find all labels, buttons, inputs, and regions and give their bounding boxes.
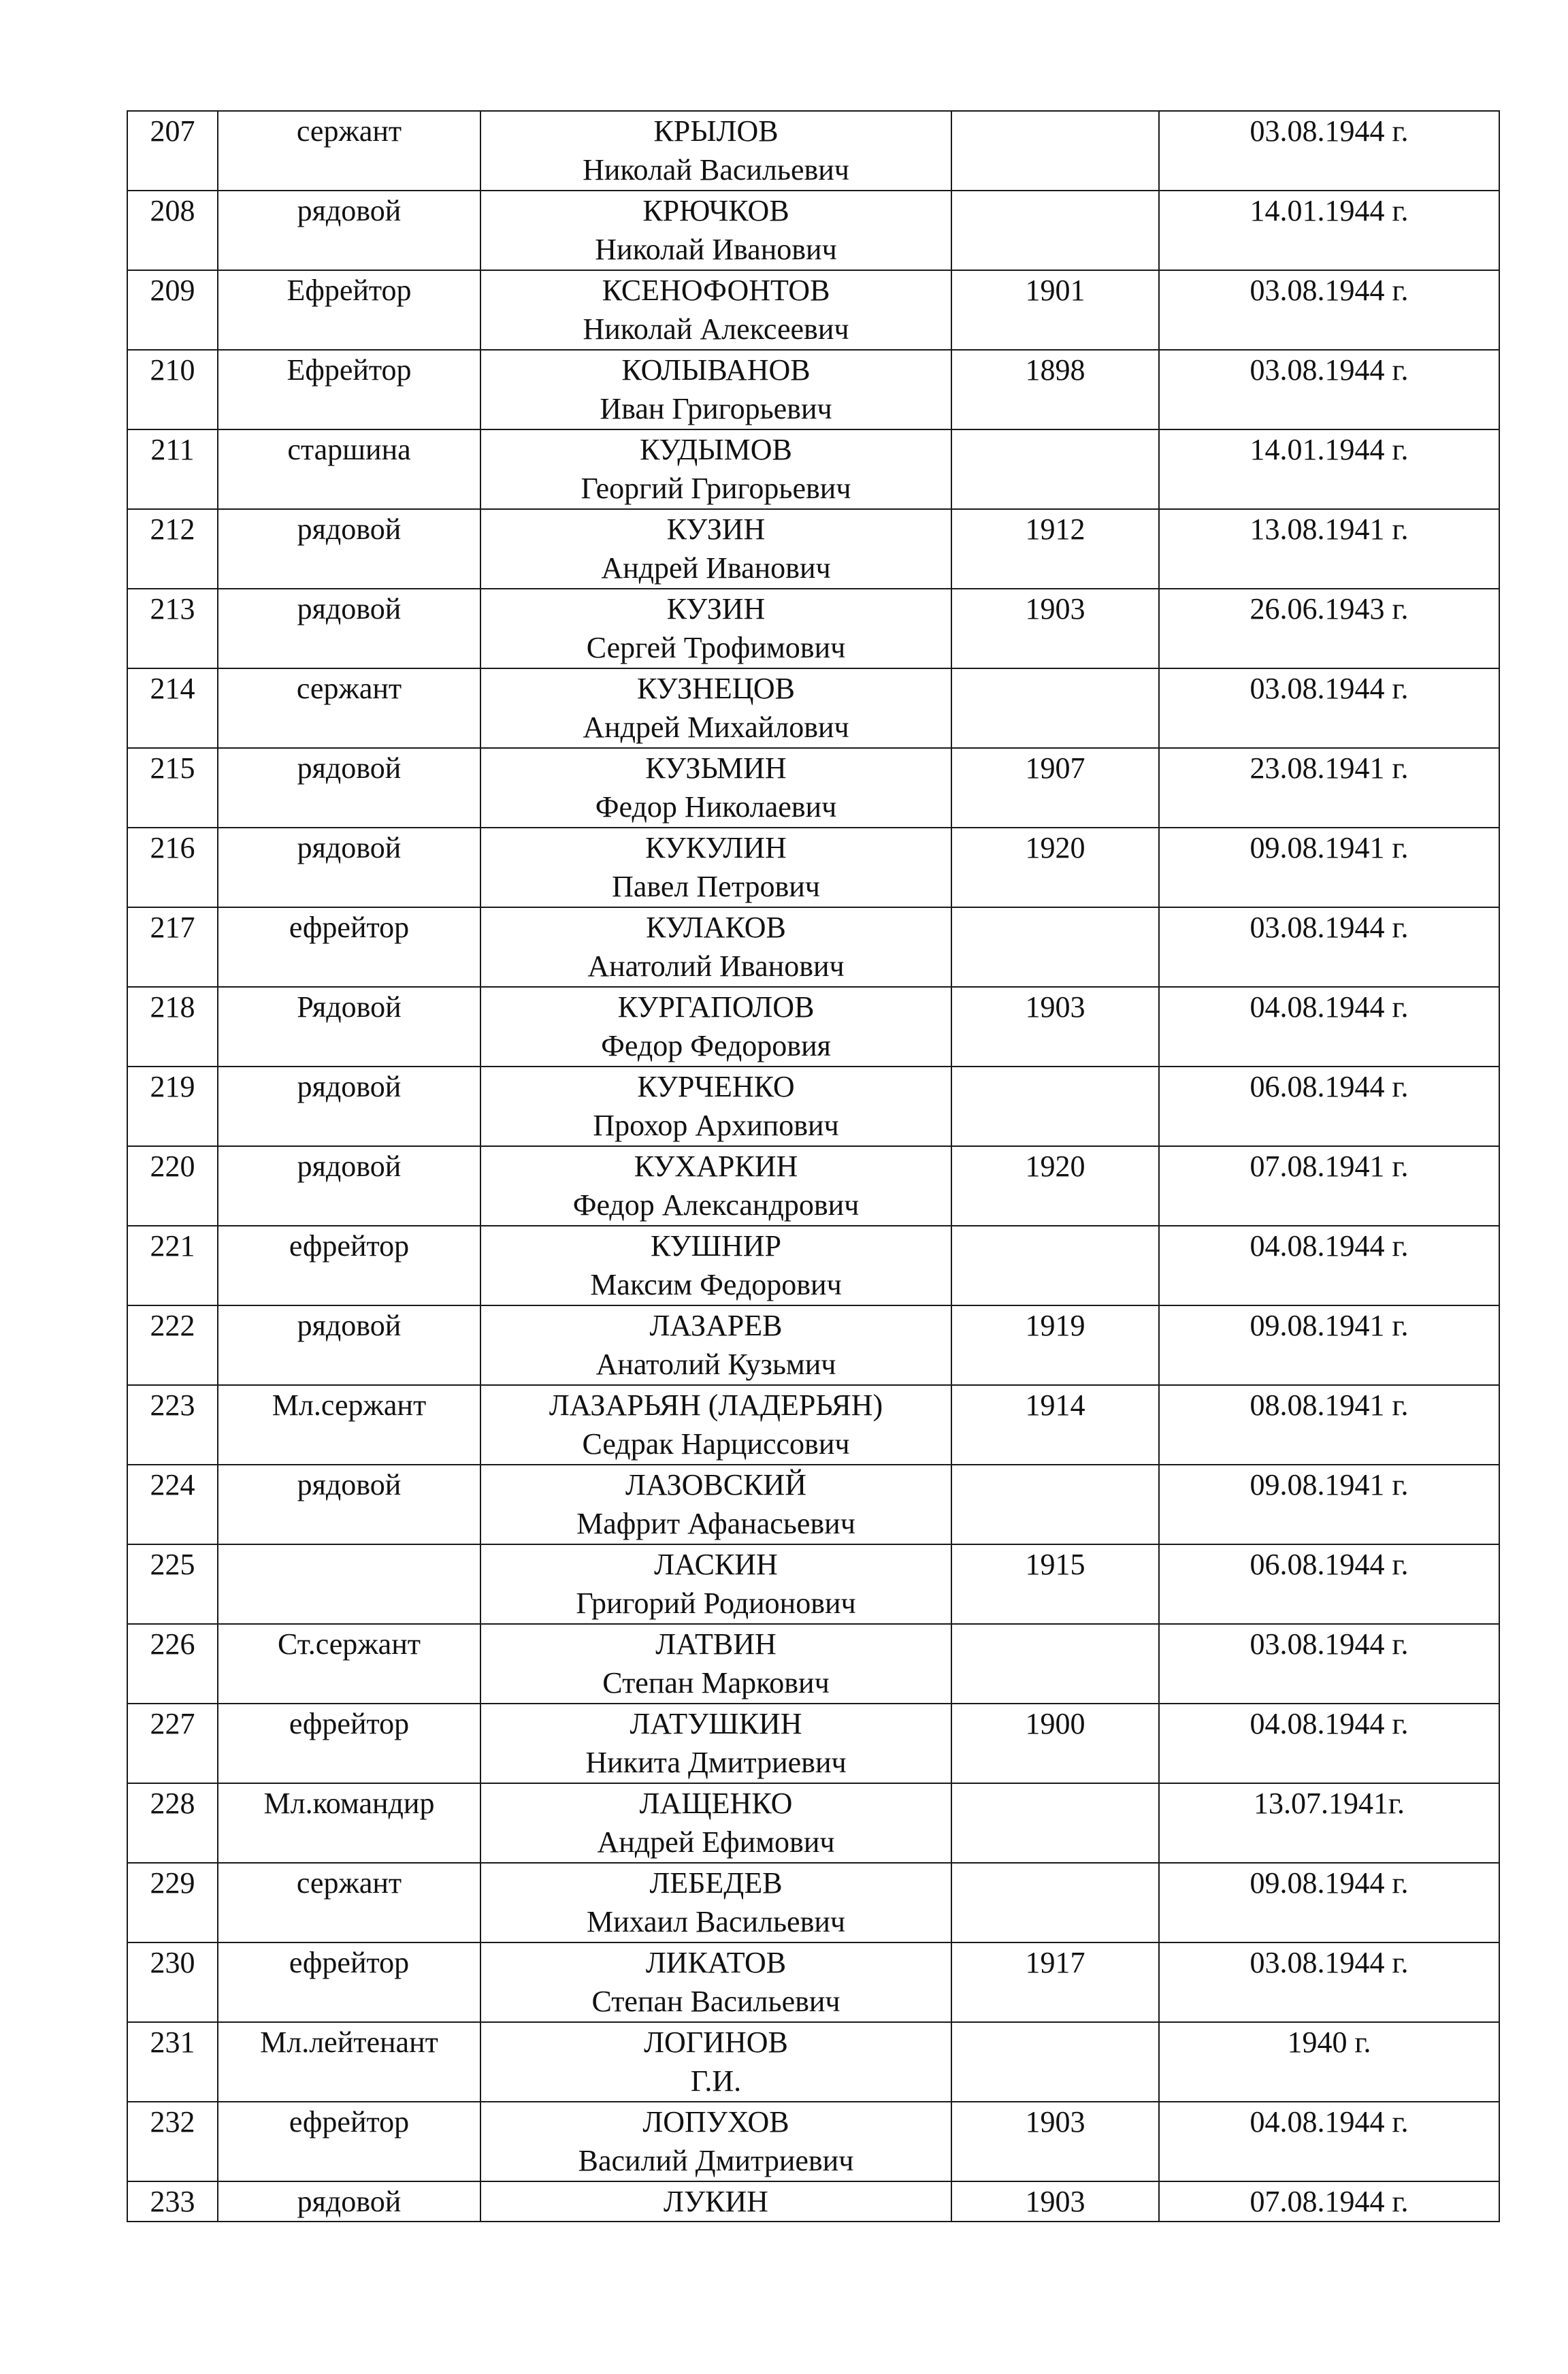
rank-cell: рядовой <box>218 1067 480 1146</box>
birth-year-cell: 1920 <box>951 1146 1159 1226</box>
name-cell <box>480 1146 951 1226</box>
given-names: Михаил Васильевич <box>586 1905 846 1938</box>
table-row <box>127 270 1499 350</box>
rank-cell: рядовой <box>218 1305 480 1385</box>
table-row <box>127 429 1499 509</box>
surname: КУЛАКОВ <box>646 911 786 944</box>
birth-year-cell <box>951 1226 1159 1305</box>
rank-cell: сержант <box>218 1863 480 1942</box>
row-number-cell: 233 <box>127 2181 218 2222</box>
surname: КРЫЛОВ <box>653 114 779 148</box>
rank-cell: ефрейтор <box>218 1704 480 1783</box>
row-number-cell: 211 <box>127 429 218 509</box>
name-cell <box>480 350 951 429</box>
table-row <box>127 987 1499 1067</box>
row-number-cell: 227 <box>127 1704 218 1783</box>
row-number-cell: 232 <box>127 2102 218 2181</box>
table-row <box>127 111 1499 191</box>
name-cell <box>480 1385 951 1465</box>
name-cell <box>480 1624 951 1704</box>
table-row <box>127 828 1499 907</box>
given-names: Павел Петрович <box>612 870 820 903</box>
table-row <box>127 1624 1499 1704</box>
date-cell: 09.08.1941 г. <box>1159 1305 1499 1385</box>
surname: ЛАТВИН <box>655 1627 777 1661</box>
name-cell <box>480 1067 951 1146</box>
table-row <box>127 2181 1499 2222</box>
date-cell: 07.08.1941 г. <box>1159 1146 1499 1226</box>
surname: КУРГАПОЛОВ <box>617 990 815 1024</box>
table-row <box>127 191 1499 270</box>
roster-table-body <box>127 111 1499 2222</box>
surname: КУШНИР <box>650 1229 782 1263</box>
birth-year-cell <box>951 907 1159 987</box>
given-names: Никита Дмитриевич <box>585 1746 847 1779</box>
birth-year-cell <box>951 1067 1159 1146</box>
table-row <box>127 1544 1499 1624</box>
rank-cell: сержант <box>218 668 480 748</box>
given-names: Андрей Ефимович <box>597 1825 835 1859</box>
name-cell <box>480 2181 951 2222</box>
date-cell: 09.08.1941 г. <box>1159 828 1499 907</box>
row-number-cell: 213 <box>127 589 218 668</box>
rank-cell: рядовой <box>218 2181 480 2222</box>
surname: КУЗЬМИН <box>645 751 787 785</box>
table-row <box>127 509 1499 589</box>
given-names: Андрей Михайлович <box>583 711 849 744</box>
given-names: Иван Григорьевич <box>600 392 832 425</box>
table-row <box>127 1783 1499 1863</box>
given-names: Г.И. <box>690 2064 742 2098</box>
date-cell: 13.08.1941 г. <box>1159 509 1499 589</box>
surname: ЛЕБЕДЕВ <box>649 1866 783 1900</box>
rank-cell: Ефрейтор <box>218 270 480 350</box>
given-names: Василий Дмитриевич <box>578 2144 854 2177</box>
given-names: Максим Федорович <box>590 1268 842 1301</box>
row-number-cell: 217 <box>127 907 218 987</box>
given-names: Георгий Григорьевич <box>581 472 851 505</box>
surname: ЛАЗАРЬЯН (ЛАДЕРЬЯН) <box>549 1388 883 1422</box>
name-cell <box>480 668 951 748</box>
name-cell <box>480 1863 951 1942</box>
given-names: Андрей Иванович <box>601 551 831 585</box>
name-cell <box>480 828 951 907</box>
birth-year-cell <box>951 1783 1159 1863</box>
name-cell <box>480 987 951 1067</box>
name-cell <box>480 1544 951 1624</box>
name-cell <box>480 1704 951 1783</box>
surname: ЛАЩЕНКО <box>639 1787 793 1820</box>
surname: КУЗИН <box>666 513 766 546</box>
date-cell: 23.08.1941 г. <box>1159 748 1499 828</box>
rank-cell: рядовой <box>218 1465 480 1544</box>
table-row <box>127 1863 1499 1942</box>
birth-year-cell: 1903 <box>951 2181 1159 2222</box>
birth-year-cell <box>951 191 1159 270</box>
row-number-cell: 212 <box>127 509 218 589</box>
birth-year-cell: 1920 <box>951 828 1159 907</box>
rank-cell: рядовой <box>218 509 480 589</box>
rank-cell: рядовой <box>218 828 480 907</box>
date-cell: 14.01.1944 г. <box>1159 429 1499 509</box>
date-cell: 14.01.1944 г. <box>1159 191 1499 270</box>
name-cell <box>480 1465 951 1544</box>
rank-cell: рядовой <box>218 748 480 828</box>
birth-year-cell <box>951 2022 1159 2102</box>
table-row <box>127 668 1499 748</box>
surname: КУЗИН <box>666 592 766 625</box>
surname: КОЛЫВАНОВ <box>621 353 811 387</box>
row-number-cell: 229 <box>127 1863 218 1942</box>
surname: КСЕНОФОНТОВ <box>602 274 830 307</box>
birth-year-cell <box>951 668 1159 748</box>
table-row <box>127 1226 1499 1305</box>
birth-year-cell: 1903 <box>951 589 1159 668</box>
surname: КУРЧЕНКО <box>637 1070 795 1103</box>
row-number-cell: 214 <box>127 668 218 748</box>
date-cell: 03.08.1944 г. <box>1159 111 1499 191</box>
date-cell: 04.08.1944 г. <box>1159 2102 1499 2181</box>
birth-year-cell <box>951 1624 1159 1704</box>
rank-cell: Мл.сержант <box>218 1385 480 1465</box>
row-number-cell: 228 <box>127 1783 218 1863</box>
date-cell: 07.08.1944 г. <box>1159 2181 1499 2222</box>
rank-cell: ефрейтор <box>218 1942 480 2022</box>
date-cell: 09.08.1944 г. <box>1159 1863 1499 1942</box>
row-number-cell: 226 <box>127 1624 218 1704</box>
birth-year-cell: 1912 <box>951 509 1159 589</box>
given-names: Григорий Родионович <box>576 1587 856 1620</box>
name-cell <box>480 191 951 270</box>
date-cell: 08.08.1941 г. <box>1159 1385 1499 1465</box>
name-cell <box>480 1226 951 1305</box>
birth-year-cell: 1919 <box>951 1305 1159 1385</box>
rank-cell: Ст.сержант <box>218 1624 480 1704</box>
rank-cell: Ефрейтор <box>218 350 480 429</box>
date-cell: 04.08.1944 г. <box>1159 1704 1499 1783</box>
row-number-cell: 221 <box>127 1226 218 1305</box>
given-names: Федор Николаевич <box>595 790 837 824</box>
name-cell <box>480 270 951 350</box>
birth-year-cell: 1907 <box>951 748 1159 828</box>
name-cell <box>480 1305 951 1385</box>
given-names: Прохор Архипович <box>593 1109 839 1142</box>
date-cell: 03.08.1944 г. <box>1159 1624 1499 1704</box>
given-names: Сергей Трофимович <box>586 631 846 664</box>
birth-year-cell <box>951 1863 1159 1942</box>
rank-cell: рядовой <box>218 589 480 668</box>
date-cell: 06.08.1944 г. <box>1159 1544 1499 1624</box>
table-row <box>127 1067 1499 1146</box>
name-cell <box>480 1942 951 2022</box>
row-number-cell: 222 <box>127 1305 218 1385</box>
date-cell: 26.06.1943 г. <box>1159 589 1499 668</box>
name-cell <box>480 2022 951 2102</box>
name-cell <box>480 748 951 828</box>
surname: ЛИКАТОВ <box>645 1946 787 1979</box>
surname: КУХАРКИН <box>634 1150 798 1183</box>
row-number-cell: 224 <box>127 1465 218 1544</box>
row-number-cell: 215 <box>127 748 218 828</box>
surname: КУЗНЕЦОВ <box>636 672 796 705</box>
birth-year-cell: 1903 <box>951 987 1159 1067</box>
table-row <box>127 350 1499 429</box>
date-cell: 03.08.1944 г. <box>1159 907 1499 987</box>
given-names: Николай Васильевич <box>583 153 849 186</box>
date-cell: 1940 г. <box>1159 2022 1499 2102</box>
surname: ЛАТУШКИН <box>630 1707 802 1740</box>
table-row <box>127 1385 1499 1465</box>
row-number-cell: 225 <box>127 1544 218 1624</box>
rank-cell: старшина <box>218 429 480 509</box>
rank-cell: рядовой <box>218 191 480 270</box>
row-number-cell: 218 <box>127 987 218 1067</box>
name-cell <box>480 589 951 668</box>
surname: ЛОГИНОВ <box>644 2026 788 2059</box>
table-row <box>127 2102 1499 2181</box>
given-names: Федор Федоровия <box>601 1029 831 1062</box>
surname: ЛАЗОВСКИЙ <box>625 1468 806 1501</box>
rank-cell: Мл.командир <box>218 1783 480 1863</box>
rank-cell: Мл.лейтенант <box>218 2022 480 2102</box>
given-names: Анатолий Иванович <box>587 949 845 983</box>
rank-cell: ефрейтор <box>218 1226 480 1305</box>
given-names: Седрак Нарциссович <box>582 1427 850 1461</box>
date-cell: 09.08.1941 г. <box>1159 1465 1499 1544</box>
row-number-cell: 223 <box>127 1385 218 1465</box>
date-cell: 06.08.1944 г. <box>1159 1067 1499 1146</box>
birth-year-cell: 1903 <box>951 2102 1159 2181</box>
table-row <box>127 1305 1499 1385</box>
given-names: Степан Маркович <box>602 1666 830 1700</box>
surname: ЛАСКИН <box>654 1548 778 1581</box>
surname: КРЮЧКОВ <box>642 194 789 227</box>
table-row <box>127 589 1499 668</box>
date-cell: 03.08.1944 г. <box>1159 668 1499 748</box>
table-row <box>127 1704 1499 1783</box>
row-number-cell: 220 <box>127 1146 218 1226</box>
birth-year-cell <box>951 111 1159 191</box>
roster-table <box>127 110 1500 2222</box>
surname: ЛАЗАРЕВ <box>649 1309 783 1342</box>
given-names: Федор Александрович <box>572 1188 860 1222</box>
birth-year-cell: 1898 <box>951 350 1159 429</box>
given-names: Мафрит Афанасьевич <box>576 1507 855 1540</box>
birth-year-cell: 1917 <box>951 1942 1159 2022</box>
name-cell <box>480 111 951 191</box>
row-number-cell: 210 <box>127 350 218 429</box>
row-number-cell: 231 <box>127 2022 218 2102</box>
name-cell <box>480 2102 951 2181</box>
surname: ЛУКИН <box>664 2185 768 2218</box>
birth-year-cell: 1901 <box>951 270 1159 350</box>
row-number-cell: 208 <box>127 191 218 270</box>
row-number-cell: 207 <box>127 111 218 191</box>
birth-year-cell: 1900 <box>951 1704 1159 1783</box>
name-cell <box>480 509 951 589</box>
surname: КУКУЛИН <box>645 831 787 864</box>
rank-cell: ефрейтор <box>218 907 480 987</box>
date-cell: 04.08.1944 г. <box>1159 1226 1499 1305</box>
date-cell: 03.08.1944 г. <box>1159 350 1499 429</box>
table-row <box>127 907 1499 987</box>
date-cell: 03.08.1944 г. <box>1159 1942 1499 2022</box>
rank-cell <box>218 1544 480 1624</box>
birth-year-cell: 1914 <box>951 1385 1159 1465</box>
given-names: Степан Васильевич <box>591 1985 840 2018</box>
birth-year-cell <box>951 429 1159 509</box>
table-row <box>127 748 1499 828</box>
rank-cell: ефрейтор <box>218 2102 480 2181</box>
surname: ЛОПУХОВ <box>642 2105 789 2139</box>
rank-cell: рядовой <box>218 1146 480 1226</box>
date-cell: 13.07.1941г. <box>1159 1783 1499 1863</box>
row-number-cell: 230 <box>127 1942 218 2022</box>
rank-cell: Рядовой <box>218 987 480 1067</box>
row-number-cell: 209 <box>127 270 218 350</box>
table-row <box>127 2022 1499 2102</box>
row-number-cell: 219 <box>127 1067 218 1146</box>
name-cell <box>480 429 951 509</box>
date-cell: 04.08.1944 г. <box>1159 987 1499 1067</box>
birth-year-cell <box>951 1465 1159 1544</box>
date-cell: 03.08.1944 г. <box>1159 270 1499 350</box>
surname: КУДЫМОВ <box>640 433 792 466</box>
table-row <box>127 1146 1499 1226</box>
given-names: Анатолий Кузьмич <box>595 1348 836 1381</box>
given-names: Николай Алексеевич <box>583 312 849 346</box>
name-cell <box>480 907 951 987</box>
given-names: Николай Иванович <box>595 233 837 266</box>
rank-cell: сержант <box>218 111 480 191</box>
birth-year-cell: 1915 <box>951 1544 1159 1624</box>
name-cell <box>480 1783 951 1863</box>
table-row <box>127 1942 1499 2022</box>
row-number-cell: 216 <box>127 828 218 907</box>
table-row <box>127 1465 1499 1544</box>
